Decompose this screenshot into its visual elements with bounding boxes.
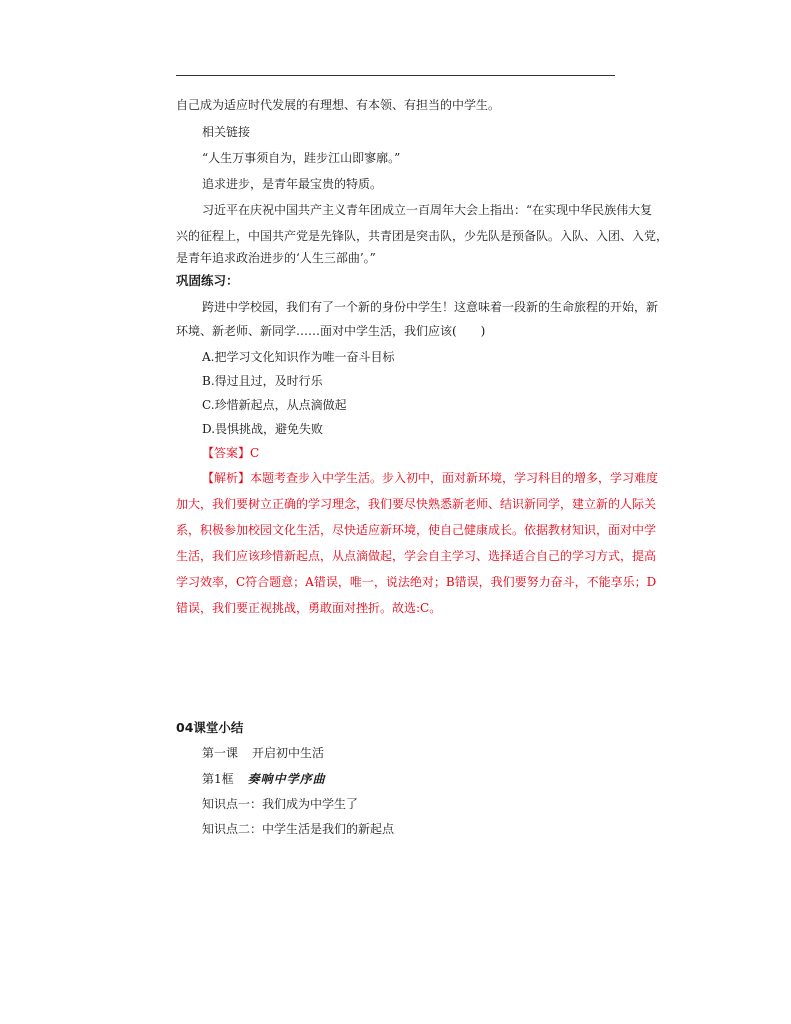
analysis-line: 生活，我们应该珍惜新起点，从点滴做起，学会自主学习、选择适合自己的学习方式，提高: [176, 549, 657, 563]
option-a: A.把学习文化知识作为唯一奋斗目标: [202, 350, 395, 364]
speech-line: 习近平在庆祝中国共产主义青年团成立一百周年大会上指出：“在实现中华民族伟大复: [202, 203, 653, 217]
option-b: B.得过且过，及时行乐: [202, 374, 323, 388]
option-c: C.珍惜新起点，从点滴做起: [202, 398, 347, 412]
frame-label: 第1框: [202, 772, 234, 786]
lesson-title: 开启初中生活: [252, 746, 325, 760]
exercise-heading: 巩固练习：: [176, 273, 239, 288]
speech-line: 是青年追求政治进步的‘人生三部曲’。”: [176, 251, 376, 265]
answer-line: [202, 445, 259, 461]
related-links-statement: 追求进步，是青年最宝贵的特质。: [202, 177, 383, 191]
lesson-label: 第一课: [202, 746, 239, 760]
analysis-line: 学习效率，C符合题意；A错误，唯一，说法绝对；B错误，我们要努力奋斗，不能享乐；D: [176, 575, 657, 589]
question-line: 跨进中学校园，我们有了一个新的身份中学生！这意味着一段新的生命旅程的开始，新: [202, 300, 659, 314]
analysis-line: 系，积极参加校园文化生活，尽快适应新环境，使自己健康成长。依据教材知识，面对中学: [176, 523, 657, 537]
analysis-line: 加大，我们要树立正确的学习理念，我们要尽快熟悉新老师、结识新同学，建立新的人际关: [176, 497, 657, 511]
lesson-line: [202, 745, 324, 761]
analysis-text: 本题考查步入中学生活。步入初中，面对新环境，学习科目的增多，学习难度: [250, 471, 659, 485]
header-rule: [176, 75, 615, 76]
frame-line: [202, 771, 326, 787]
related-links-quote: “人生万事须自为，跬步江山即寥廓。”: [202, 151, 401, 165]
related-links-title: 相关链接: [202, 125, 251, 139]
knowledge-point-1: 知识点一：我们成为中学生了: [202, 797, 359, 811]
knowledge-point-2: 知识点二：中学生活是我们的新起点: [202, 822, 395, 836]
analysis-label: 【解析】: [202, 471, 251, 485]
speech-line: 兴的征程上，中国共产党是先锋队，共青团是突击队，少先队是预备队。入队、入团、入党，: [176, 229, 669, 243]
intro-continuation: 自己成为适应时代发展的有理想、有本领、有担当的中学生。: [176, 98, 501, 112]
analysis-line: [202, 470, 658, 486]
frame-title: 奏响中学序曲: [247, 772, 326, 786]
answer-value: C: [250, 446, 260, 460]
analysis-line: 错误，我们要正视挑战，勇敢面对挫折。故选:C。: [176, 601, 442, 615]
option-d: D.畏惧挑战，避免失败: [202, 422, 324, 436]
summary-heading: 04课堂小结: [176, 720, 244, 735]
answer-label: 【答案】: [202, 446, 251, 460]
question-line: 环境、新老师、新同学……面对中学生活，我们应该( ): [176, 324, 486, 338]
